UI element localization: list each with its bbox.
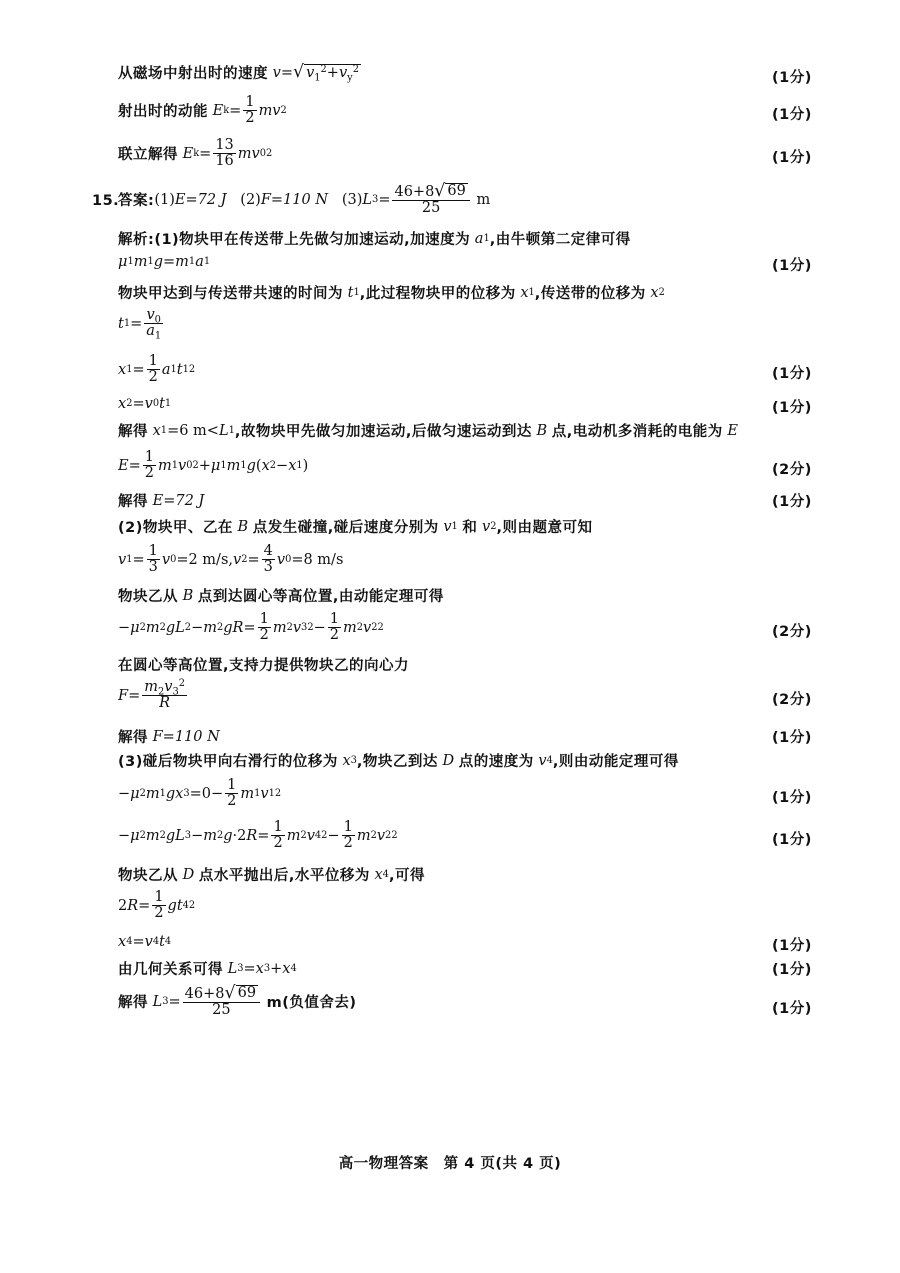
- line-text: 解得: [118, 730, 148, 746]
- score: (1分): [772, 790, 812, 806]
- line-text-mid2: ,传送带的位移为: [534, 286, 646, 302]
- unit: m: [476, 191, 491, 208]
- part-1: (1): [154, 191, 175, 208]
- line-text-3: ,可得: [388, 868, 425, 884]
- line-text-2: 点水平抛出后,水平位移为: [198, 868, 370, 884]
- line-text: (1)物块甲在传送带上先做匀加速运动,加速度为: [154, 232, 471, 248]
- part-2: (2): [240, 191, 261, 208]
- score: (1分): [772, 1001, 812, 1017]
- answer-label: 答案:: [118, 193, 155, 210]
- line-text: (2)物块甲、乙在: [118, 520, 233, 536]
- score: (1分): [772, 938, 812, 954]
- line-text: 在圆心等高位置,支持力提供物块乙的向心力: [118, 658, 410, 674]
- line-text-2: ,故物块甲先做匀加速运动,后做匀速运动到达: [234, 424, 532, 440]
- score: (2分): [772, 624, 812, 640]
- line-text-2: ,物块乙到达: [356, 754, 438, 770]
- line-text: 从磁场中射出时的速度: [118, 66, 268, 82]
- line-text-3: 点,电动机多消耗的电能为: [551, 424, 723, 440]
- f-value: F=110 N: [152, 728, 220, 745]
- line-text-tail: ,由牛顿第二定律可得: [489, 232, 631, 248]
- score: (1分): [772, 70, 812, 86]
- line-text-3: ,则由题意可知: [496, 520, 593, 536]
- v1-value: =2 m/s,: [176, 551, 233, 568]
- line-text: 解得: [118, 494, 148, 510]
- line-text: 联立解得: [118, 147, 178, 164]
- score: (1分): [772, 258, 812, 274]
- f-value: F=110 N: [260, 191, 329, 208]
- e-value: E=72 J: [152, 492, 205, 509]
- score: (1分): [772, 832, 812, 848]
- score: (1分): [772, 962, 812, 978]
- line-text-2: 点到达圆心等高位置,由动能定理可得: [197, 589, 444, 605]
- line-text: (3)碰后物块甲向右滑行的位移为: [118, 754, 338, 770]
- analysis-label: 解析:: [118, 232, 155, 248]
- l3-denominator: 25: [421, 200, 441, 217]
- score: (1分): [772, 730, 812, 746]
- x1-value: =6 m<: [167, 422, 219, 439]
- score: (1分): [772, 150, 812, 166]
- line-text: 物块甲达到与传送带共速的时间为: [118, 286, 343, 302]
- question-number: 15.: [92, 193, 120, 209]
- line-text-mid1: ,此过程物块甲的位移为: [359, 286, 516, 302]
- line-text: 由几何关系可得: [118, 962, 223, 978]
- e-value: E=72 J: [174, 191, 227, 208]
- line-text-2: 点发生碰撞,碰后速度分别为: [252, 520, 439, 536]
- line-text: 射出时的动能: [118, 104, 208, 121]
- line-text: 解得: [118, 995, 148, 1012]
- line-text-and: 和: [462, 520, 478, 536]
- l3-root: 69: [447, 183, 466, 199]
- line-text: 物块乙从: [118, 589, 178, 605]
- line-text-4: ,则由动能定理可得: [552, 754, 679, 770]
- line-text: 解得: [118, 424, 148, 440]
- score: (1分): [772, 107, 812, 123]
- score: (2分): [772, 462, 812, 478]
- score: (2分): [772, 692, 812, 708]
- line-note: m(负值舍去): [266, 995, 357, 1012]
- score: (1分): [772, 400, 812, 416]
- line-text: 物块乙从: [118, 868, 178, 884]
- part-3: (3): [341, 191, 363, 208]
- l3-numerator: 46+8: [394, 184, 435, 200]
- page-footer: 高一物理答案 第 4 页(共 4 页): [338, 1156, 562, 1172]
- score: (1分): [772, 494, 812, 510]
- line-text-3: 点的速度为: [458, 754, 534, 770]
- v2-value: =8 m/s: [291, 551, 344, 568]
- score: (1分): [772, 366, 812, 382]
